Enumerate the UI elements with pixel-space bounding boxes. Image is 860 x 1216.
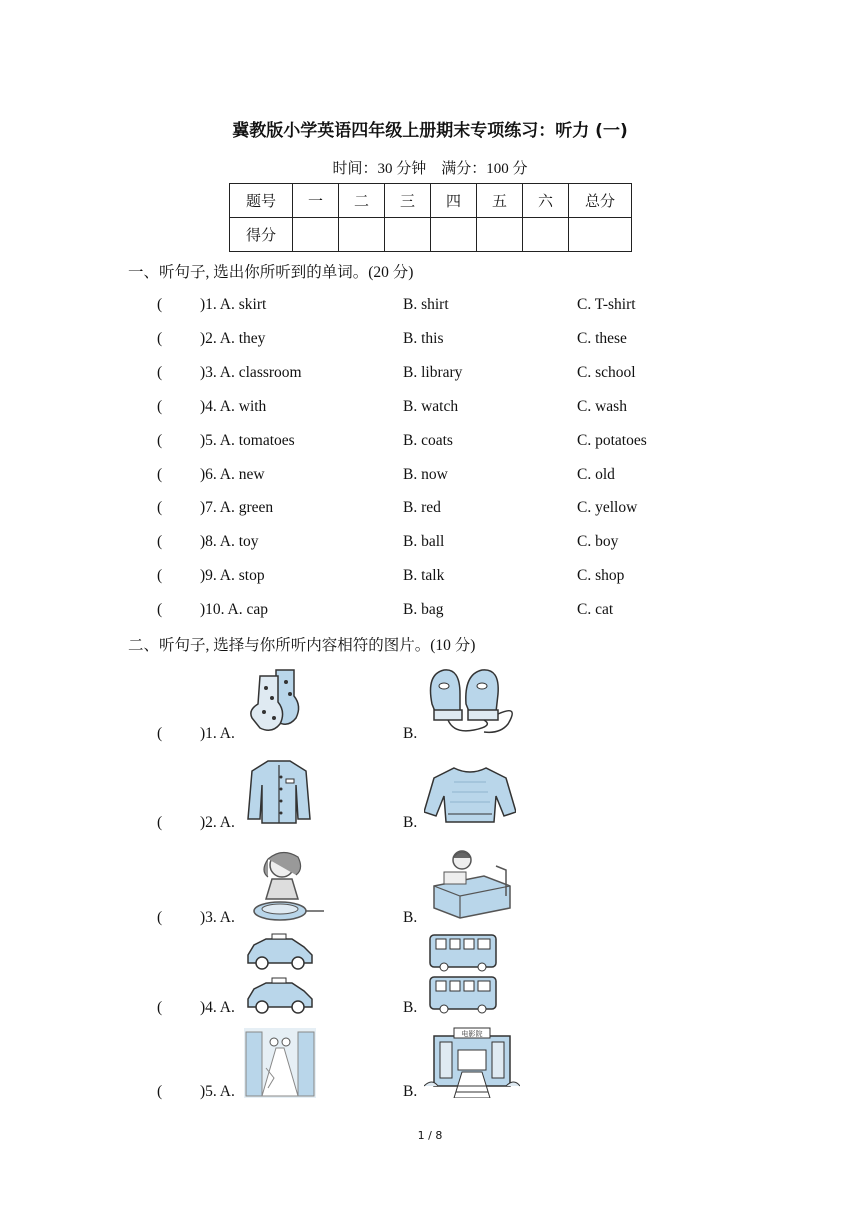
option-b: B. library [403, 364, 463, 381]
answer-blank[interactable]: ( [157, 364, 163, 381]
answer-blank[interactable]: ( [157, 533, 163, 550]
section2-heading: 二、听句子, 选择与你所听内容相符的图片。(10 分) [128, 637, 476, 654]
option-a: )5. A. [200, 1083, 235, 1100]
answer-blank[interactable]: ( [157, 296, 163, 313]
option-b: B. [403, 1083, 418, 1100]
option-a: )1. A. skirt [200, 296, 267, 313]
sweater-icon[interactable] [424, 762, 516, 826]
option-c: C. these [577, 330, 627, 347]
option-b: B. ball [403, 533, 445, 550]
option-b: B. now [403, 466, 448, 483]
answer-blank[interactable]: ( [157, 999, 163, 1016]
two-buses-icon[interactable] [428, 933, 500, 1015]
option-b: B. this [403, 330, 444, 347]
header-cell: 四 [431, 184, 477, 218]
option-a: )4. A. with [200, 398, 267, 415]
score-table-score-row [230, 218, 632, 252]
answer-blank[interactable]: ( [157, 1083, 163, 1100]
header-cell: 二 [339, 184, 385, 218]
cinema-icon[interactable] [424, 1026, 520, 1098]
girl-washing-icon[interactable] [246, 849, 326, 923]
option-b: B. [403, 725, 418, 742]
answer-blank[interactable]: ( [157, 814, 163, 831]
option-b: B. [403, 909, 418, 926]
two-taxis-icon[interactable] [244, 933, 316, 1019]
option-b: B. watch [403, 398, 459, 415]
cinema-sign-text: 电影院 [461, 1030, 483, 1038]
option-a: )7. A. green [200, 499, 274, 516]
score-table [229, 183, 632, 252]
answer-blank[interactable]: ( [157, 330, 163, 347]
answer-blank[interactable]: ( [157, 398, 163, 415]
option-a: )3. A. classroom [200, 364, 302, 381]
score-cell[interactable] [385, 218, 431, 252]
header-cell: 六 [523, 184, 569, 218]
answer-blank[interactable]: ( [157, 466, 163, 483]
option-c: C. yellow [577, 499, 638, 516]
girl-bed-icon[interactable] [426, 846, 514, 920]
header-cell: 三 [385, 184, 431, 218]
option-c: C. cat [577, 601, 614, 618]
score-cell[interactable] [523, 218, 569, 252]
option-a: )4. A. [200, 999, 235, 1016]
option-b: B. [403, 814, 418, 831]
option-c: C. potatoes [577, 432, 647, 449]
answer-blank[interactable]: ( [157, 909, 163, 926]
page-number: 1 / 8 [417, 1129, 443, 1142]
option-a: )8. A. toy [200, 533, 259, 550]
option-b: B. coats [403, 432, 453, 449]
option-b: B. [403, 999, 418, 1016]
option-c: C. T-shirt [577, 296, 636, 313]
score-cell[interactable] [477, 218, 523, 252]
answer-blank[interactable]: ( [157, 499, 163, 516]
answer-blank[interactable]: ( [157, 567, 163, 584]
option-c: C. old [577, 466, 615, 483]
option-b: B. bag [403, 601, 444, 618]
header-cell: 总分 [569, 184, 632, 218]
header-cell: 一 [293, 184, 339, 218]
option-b: B. red [403, 499, 441, 516]
score-cell[interactable] [431, 218, 477, 252]
time-score-info: 时间：30 分钟 满分：100 分 [332, 161, 528, 177]
option-a: )10. A. cap [200, 601, 269, 618]
option-c: C. wash [577, 398, 627, 415]
score-label-cell: 得分 [230, 218, 293, 252]
score-cell[interactable] [339, 218, 385, 252]
score-table-header-row [230, 184, 632, 218]
page-title: 冀教版小学英语四年级上册期末专项练习：听力 (一) [232, 121, 628, 141]
option-b: B. talk [403, 567, 445, 584]
score-cell[interactable] [569, 218, 632, 252]
option-a: )5. A. tomatoes [200, 432, 295, 449]
socks-icon[interactable] [246, 666, 310, 736]
section1-heading: 一、听句子, 选出你所听到的单词。(20 分) [128, 264, 414, 281]
street-icon[interactable] [244, 1028, 316, 1098]
option-a: )6. A. new [200, 466, 265, 483]
answer-blank[interactable]: ( [157, 432, 163, 449]
option-c: C. school [577, 364, 636, 381]
option-a: )3. A. [200, 909, 235, 926]
header-cell: 五 [477, 184, 523, 218]
option-c: C. boy [577, 533, 619, 550]
option-a: )2. A. they [200, 330, 266, 347]
option-b: B. shirt [403, 296, 449, 313]
option-a: )2. A. [200, 814, 235, 831]
answer-blank[interactable]: ( [157, 725, 163, 742]
shirt-icon[interactable] [246, 757, 312, 825]
option-c: C. shop [577, 567, 625, 584]
score-cell[interactable] [293, 218, 339, 252]
option-a: )9. A. stop [200, 567, 265, 584]
option-a: )1. A. [200, 725, 235, 742]
header-cell: 题号 [230, 184, 293, 218]
mittens-icon[interactable] [424, 664, 520, 736]
answer-blank[interactable]: ( [157, 601, 163, 618]
